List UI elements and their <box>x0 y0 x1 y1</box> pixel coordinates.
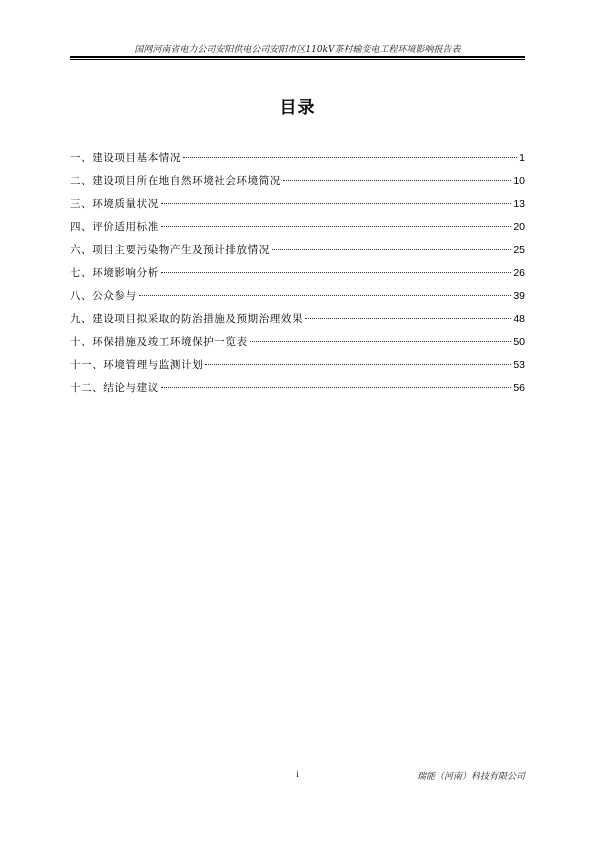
toc-entry-page: 53 <box>513 359 525 371</box>
toc-entry-page: 56 <box>513 382 525 394</box>
toc-entry-5[interactable] <box>70 239 525 262</box>
page-title: 目录 <box>279 98 316 118</box>
toc-entry-8[interactable] <box>70 308 525 331</box>
toc-entry-10[interactable] <box>70 354 525 377</box>
toc-entry-label: 一、建设项目基本情况 <box>70 152 181 164</box>
toc-entry-11[interactable] <box>70 377 525 400</box>
header-title: 国网河南省电力公司安阳供电公司安阳市区110kV茶村输变电工程环境影响报告表 <box>134 45 461 55</box>
toc-entry-label: 九、建设项目拟采取的防治措施及预期治理效果 <box>70 313 304 325</box>
toc-leader-dots <box>161 202 512 204</box>
toc-entry-label: 六、项目主要污染物产生及预计排放情况 <box>70 244 270 256</box>
toc-entry-9[interactable] <box>70 331 525 354</box>
toc-entry-label: 十二、结论与建议 <box>70 382 159 394</box>
toc-leader-dots <box>161 225 512 227</box>
toc-leader-dots <box>250 340 512 342</box>
toc-entry-page: 10 <box>513 175 525 187</box>
toc-entry-label: 四、评价适用标准 <box>70 221 159 233</box>
toc-leader-dots <box>161 386 512 388</box>
footer-page-number: i <box>296 769 299 779</box>
toc-entry-page: 48 <box>513 313 525 325</box>
toc-entry-6[interactable] <box>70 262 525 285</box>
toc-entry-page: 26 <box>513 267 525 279</box>
toc-entry-label: 十一、环境管理与监测计划 <box>70 359 204 371</box>
toc-leader-dots <box>205 363 511 365</box>
toc-entry-page: 39 <box>513 290 525 302</box>
toc-leader-dots <box>272 248 512 250</box>
toc-entry-page: 20 <box>513 221 525 233</box>
header-rule-thin <box>70 59 525 60</box>
toc-entry-label: 三、环境质量状况 <box>70 198 159 210</box>
toc-entry-label: 二、建设项目所在地自然环境社会环境简况 <box>70 175 281 187</box>
toc-leader-dots <box>183 156 517 158</box>
table-of-contents <box>70 147 525 400</box>
toc-entry-2[interactable] <box>70 170 525 193</box>
toc-entry-3[interactable] <box>70 193 525 216</box>
toc-leader-dots <box>161 271 512 273</box>
toc-leader-dots <box>283 179 511 181</box>
toc-entry-page: 13 <box>513 198 525 210</box>
toc-entry-label: 七、环境影响分析 <box>70 267 159 279</box>
toc-entry-label: 八、公众参与 <box>70 290 137 302</box>
toc-entry-page: 1 <box>519 152 525 164</box>
toc-leader-dots <box>139 294 512 296</box>
toc-entry-7[interactable] <box>70 285 525 308</box>
toc-entry-page: 25 <box>513 244 525 256</box>
footer-company-name: 瑞能（河南）科技有限公司 <box>416 772 525 782</box>
header-rule-thick <box>70 56 525 58</box>
toc-entry-page: 50 <box>513 336 525 348</box>
toc-entry-1[interactable] <box>70 147 525 170</box>
toc-leader-dots <box>305 317 511 319</box>
toc-entry-label: 十、环保措施及竣工环境保护一览表 <box>70 336 248 348</box>
toc-entry-4[interactable] <box>70 216 525 239</box>
